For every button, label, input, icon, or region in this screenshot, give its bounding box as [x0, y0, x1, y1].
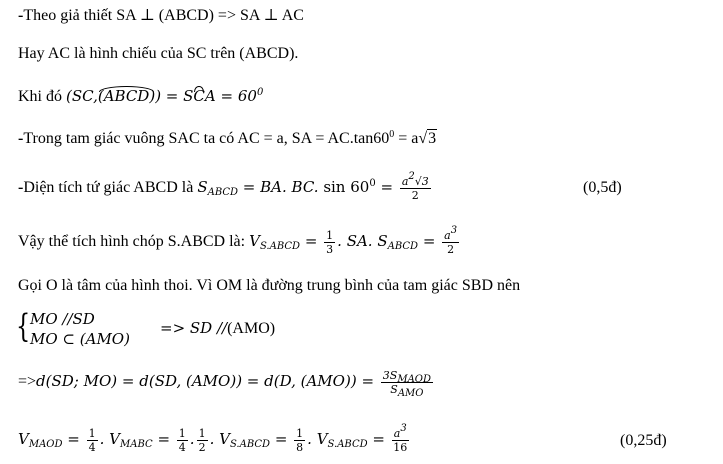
fraction: $\frac{1}{2}$ — [198, 427, 206, 454]
statement-center: Gọi O là tâm của hình thoi. Vì OM là đường trung bình của tam giác SBD nên — [18, 277, 521, 294]
fraction: $\frac{a^3}{2}$ — [444, 225, 458, 256]
statement-2: Hay AC là hình chiếu của SC trên (ABCD). — [18, 45, 299, 62]
fraction: $\frac{1}{3}$ — [326, 229, 334, 256]
statement-angle: Khi đó (SC,(ABCD)) = SCA = $60^0$ — [18, 87, 264, 105]
statement-1: -Theo giả thiết SA ⊥ (ABCD) => SA ⊥ AC — [18, 7, 304, 24]
fraction: $\frac{1}{4}$ — [178, 427, 186, 454]
fraction: $\frac{a^3}{16}$ — [393, 423, 408, 454]
system-line-2: MO ⊂ (AMO) — [30, 330, 130, 348]
statement-area: -Diện tích tứ giác ABCD là $S_{ABCD}$ = BA. BC. $\sin 60^0$ = $\frac{a^2√3}{2}$ — [18, 171, 429, 202]
score-label: (0,5đ) — [583, 179, 622, 196]
statement-volume-maod: $V_{MAOD}$ = $\frac{1}{4}$ . $V_{MABC}$ = $\frac{1}{4}$ . $\frac{1}{2}$ . $V_{S.ABCD}$ = $\frac{1}{8}$ . $V_{S.ABCD}$ = $\frac{a^3}{16}$ — [18, 423, 408, 454]
system-brace: { — [16, 307, 31, 345]
system-line-1: MO //SD — [30, 310, 95, 328]
fraction: $\frac{1}{4}$ — [88, 427, 96, 454]
statement-right-triangle: -Trong tam giác vuông SAC ta có AC = a, SA = $AC.\tan 60^0 = a√3$ — [18, 129, 437, 147]
score-label: (0,25đ) — [620, 432, 667, 449]
fraction: $\frac{a^2√3}{2}$ — [401, 171, 429, 202]
system-conclusion: => SD //(AMO) — [160, 319, 276, 337]
statement-volume: Vậy thể tích hình chóp S.ABCD là: $V_{S.ABCD}$ = $\frac{1}{3}$ . SA. $S_{ABCD}$ = $\frac{a^3}{2}$ — [18, 225, 458, 256]
fraction: $\frac{1}{8}$ — [296, 427, 304, 454]
statement-distance: =>d(SD; MO) = d(SD, (AMO)) = d(D, (AMO)) = $\frac{3S_{MAOD}}{S_{AMO}}$ — [18, 369, 432, 399]
fraction: $\frac{3S_{MAOD}}{S_{AMO}}$ — [382, 369, 432, 399]
